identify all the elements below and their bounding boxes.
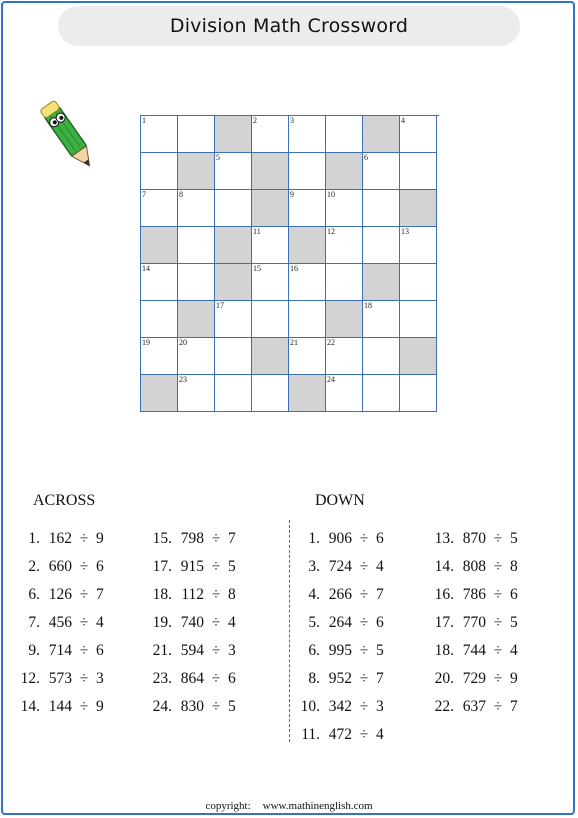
clue-number: 10 — [327, 190, 335, 199]
clue-number: 19 — [142, 338, 150, 347]
answer-cell[interactable] — [215, 338, 252, 375]
answer-cell[interactable] — [326, 190, 363, 227]
footer — [0, 800, 578, 812]
clue-number: 17. — [152, 558, 172, 575]
answer-cell[interactable] — [289, 190, 326, 227]
dividend: 864 — [180, 670, 204, 687]
clue-number: 8. — [308, 670, 320, 687]
divisor: 3 — [376, 698, 384, 715]
dividend: 342 — [328, 698, 352, 715]
answer-cell[interactable] — [289, 301, 326, 338]
dividend: 660 — [48, 558, 72, 575]
divisor: 5 — [228, 558, 236, 575]
answer-cell[interactable] — [326, 116, 363, 153]
answer-cell[interactable] — [252, 116, 289, 153]
shaded-cell — [363, 264, 400, 301]
division-sign: ÷ — [493, 670, 503, 687]
dividend: 808 — [462, 558, 486, 575]
shaded-cell — [326, 153, 363, 190]
division-sign: ÷ — [79, 670, 89, 687]
divisor: 8 — [510, 558, 518, 575]
divisor: 6 — [376, 614, 384, 631]
clue-number: 1 — [142, 116, 146, 125]
clue-number: 18. — [152, 586, 172, 603]
dividend: 594 — [180, 642, 204, 659]
answer-cell[interactable] — [326, 338, 363, 375]
clue-item — [150, 613, 236, 633]
answer-cell[interactable] — [400, 227, 437, 264]
dividend: 456 — [48, 614, 72, 631]
clue-number: 9. — [28, 642, 40, 659]
divisor: 3 — [96, 670, 104, 687]
clue-number: 3 — [290, 116, 294, 125]
clue-item — [298, 725, 384, 745]
clue-number: 6. — [308, 642, 320, 659]
answer-cell[interactable] — [178, 116, 215, 153]
clue-item — [18, 697, 104, 717]
clue-item — [298, 557, 384, 577]
page-title — [58, 6, 520, 46]
dividend: 162 — [48, 530, 72, 547]
clue-number: 7 — [142, 190, 146, 199]
clue-item — [298, 697, 384, 717]
answer-cell[interactable] — [400, 301, 437, 338]
shaded-cell — [326, 301, 363, 338]
clue-number: 4. — [308, 586, 320, 603]
clue-number: 6. — [28, 586, 40, 603]
clue-item — [432, 529, 518, 549]
answer-cell[interactable] — [363, 375, 400, 412]
division-sign: ÷ — [493, 614, 503, 631]
clue-number: 12 — [327, 227, 335, 236]
clue-number: 10. — [300, 698, 320, 715]
shaded-cell — [289, 227, 326, 264]
clue-number: 12. — [20, 670, 40, 687]
clue-number: 1. — [28, 530, 40, 547]
division-sign: ÷ — [211, 614, 221, 631]
division-sign: ÷ — [211, 670, 221, 687]
clue-number: 20 — [179, 338, 187, 347]
dividend: 740 — [180, 614, 204, 631]
answer-cell[interactable] — [178, 190, 215, 227]
clue-number: 3. — [308, 558, 320, 575]
shaded-cell — [215, 227, 252, 264]
divisor: 4 — [228, 614, 236, 631]
dividend: 266 — [328, 586, 352, 603]
answer-cell[interactable] — [326, 375, 363, 412]
clue-number: 22. — [434, 698, 454, 715]
dividend: 729 — [462, 670, 486, 687]
clue-number: 6 — [364, 153, 368, 162]
dividend: 112 — [181, 586, 204, 603]
division-sign: ÷ — [359, 670, 369, 687]
answer-cell[interactable] — [215, 301, 252, 338]
clue-number: 17. — [434, 614, 454, 631]
clue-number: 22 — [327, 338, 335, 347]
divisor: 9 — [96, 530, 104, 547]
answer-cell[interactable] — [141, 301, 178, 338]
clue-number: 16 — [290, 264, 298, 273]
division-sign: ÷ — [359, 698, 369, 715]
clue-item — [150, 585, 236, 605]
division-sign: ÷ — [359, 530, 369, 547]
clue-item — [298, 613, 384, 633]
clue-number: 24 — [327, 375, 335, 384]
divisor: 7 — [376, 670, 384, 687]
clue-item — [18, 585, 104, 605]
dividend: 724 — [328, 558, 352, 575]
divisor: 4 — [376, 558, 384, 575]
dividend: 126 — [48, 586, 72, 603]
answer-cell[interactable] — [289, 338, 326, 375]
shaded-cell — [141, 227, 178, 264]
clue-item — [298, 529, 384, 549]
answer-cell[interactable] — [289, 264, 326, 301]
answer-cell[interactable] — [141, 264, 178, 301]
answer-cell[interactable] — [400, 375, 437, 412]
clue-item — [432, 613, 518, 633]
clue-item — [298, 585, 384, 605]
answer-cell[interactable] — [178, 264, 215, 301]
column-divider — [289, 520, 290, 742]
division-sign: ÷ — [359, 586, 369, 603]
clue-number: 2. — [28, 558, 40, 575]
division-sign: ÷ — [79, 642, 89, 659]
clue-item — [298, 669, 384, 689]
clue-item — [18, 557, 104, 577]
clue-item — [150, 557, 236, 577]
clue-number: 16. — [434, 586, 454, 603]
division-sign: ÷ — [79, 530, 89, 547]
clue-number: 18. — [434, 642, 454, 659]
dividend: 744 — [462, 642, 486, 659]
clue-number: 23 — [179, 375, 187, 384]
clue-number: 17 — [216, 301, 224, 310]
pencil-icon — [40, 96, 100, 180]
shaded-cell — [178, 153, 215, 190]
divisor: 6 — [510, 586, 518, 603]
answer-cell[interactable] — [400, 153, 437, 190]
clue-item — [150, 669, 236, 689]
divisor: 7 — [228, 530, 236, 547]
clue-number: 11 — [253, 227, 261, 236]
divisor: 3 — [228, 642, 236, 659]
answer-cell[interactable] — [252, 375, 289, 412]
shaded-cell — [141, 375, 178, 412]
shaded-cell — [252, 338, 289, 375]
division-sign: ÷ — [493, 586, 503, 603]
division-sign: ÷ — [79, 586, 89, 603]
dividend: 870 — [462, 530, 486, 547]
answer-cell[interactable] — [252, 301, 289, 338]
answer-cell[interactable] — [326, 264, 363, 301]
answer-cell[interactable] — [289, 116, 326, 153]
clue-item — [432, 585, 518, 605]
shaded-cell — [363, 116, 400, 153]
clue-item — [432, 669, 518, 689]
copyright-label: copyright: — [205, 800, 251, 812]
dividend: 264 — [328, 614, 352, 631]
divisor: 5 — [228, 698, 236, 715]
answer-cell[interactable] — [363, 153, 400, 190]
division-sign: ÷ — [359, 614, 369, 631]
answer-cell[interactable] — [141, 338, 178, 375]
dividend: 770 — [462, 614, 486, 631]
crossword-grid — [140, 115, 439, 412]
dividend: 995 — [328, 642, 352, 659]
clue-number: 9 — [290, 190, 294, 199]
dividend: 798 — [180, 530, 204, 547]
clue-number: 13 — [401, 227, 409, 236]
clue-number: 15. — [152, 530, 172, 547]
clue-number: 18 — [364, 301, 372, 310]
divisor: 8 — [228, 586, 236, 603]
answer-cell[interactable] — [252, 264, 289, 301]
dividend: 906 — [328, 530, 352, 547]
clue-number: 14. — [20, 698, 40, 715]
clue-number: 14. — [434, 558, 454, 575]
division-sign: ÷ — [211, 586, 221, 603]
shaded-cell — [215, 264, 252, 301]
clue-item — [298, 641, 384, 661]
divisor: 5 — [510, 530, 518, 547]
dividend: 637 — [462, 698, 486, 715]
answer-cell[interactable] — [289, 153, 326, 190]
copyright-site: www.mathinenglish.com — [262, 800, 373, 812]
division-sign: ÷ — [211, 642, 221, 659]
divisor: 5 — [376, 642, 384, 659]
answer-cell[interactable] — [141, 190, 178, 227]
shaded-cell — [289, 375, 326, 412]
clue-number: 21. — [152, 642, 172, 659]
clue-number: 2 — [253, 116, 257, 125]
divisor: 6 — [228, 670, 236, 687]
answer-cell[interactable] — [363, 301, 400, 338]
dividend: 472 — [328, 726, 352, 743]
division-sign: ÷ — [79, 698, 89, 715]
clue-number: 11. — [301, 726, 320, 743]
clue-item — [432, 557, 518, 577]
clue-item — [432, 641, 518, 661]
dividend: 573 — [48, 670, 72, 687]
clue-item — [18, 641, 104, 661]
clue-number: 23. — [152, 670, 172, 687]
divisor: 9 — [96, 698, 104, 715]
answer-cell[interactable] — [252, 227, 289, 264]
shaded-cell — [400, 338, 437, 375]
answer-cell[interactable] — [363, 338, 400, 375]
clue-item — [18, 529, 104, 549]
divisor: 7 — [510, 698, 518, 715]
dividend: 830 — [180, 698, 204, 715]
division-sign: ÷ — [79, 558, 89, 575]
divisor: 6 — [376, 530, 384, 547]
answer-cell[interactable] — [141, 116, 178, 153]
shaded-cell — [215, 116, 252, 153]
answer-cell[interactable] — [215, 190, 252, 227]
answer-cell[interactable] — [363, 190, 400, 227]
answer-cell[interactable] — [141, 153, 178, 190]
shaded-cell — [252, 153, 289, 190]
clue-number: 14 — [142, 264, 150, 273]
division-sign: ÷ — [493, 558, 503, 575]
dividend: 144 — [48, 698, 72, 715]
answer-cell[interactable] — [178, 338, 215, 375]
division-sign: ÷ — [359, 558, 369, 575]
shaded-cell — [252, 190, 289, 227]
down-heading: DOWN — [315, 492, 365, 509]
divisor: 7 — [96, 586, 104, 603]
answer-cell[interactable] — [363, 227, 400, 264]
across-heading: ACROSS — [33, 492, 96, 509]
divisor: 4 — [376, 726, 384, 743]
clue-number: 24. — [152, 698, 172, 715]
dividend: 915 — [180, 558, 204, 575]
clue-item — [150, 697, 236, 717]
division-sign: ÷ — [493, 530, 503, 547]
clue-number: 15 — [253, 264, 261, 273]
clue-item — [18, 669, 104, 689]
clue-item — [150, 641, 236, 661]
clue-number: 19. — [152, 614, 172, 631]
division-sign: ÷ — [211, 530, 221, 547]
division-sign: ÷ — [211, 558, 221, 575]
dividend: 714 — [48, 642, 72, 659]
divisor: 7 — [376, 586, 384, 603]
title-text: Division Math Crossword — [169, 15, 409, 37]
clue-number: 21 — [290, 338, 298, 347]
answer-cell[interactable] — [215, 375, 252, 412]
divisor: 5 — [510, 614, 518, 631]
clue-item — [432, 697, 518, 717]
division-sign: ÷ — [359, 642, 369, 659]
divisor: 6 — [96, 558, 104, 575]
division-sign: ÷ — [79, 614, 89, 631]
clue-number: 5. — [308, 614, 320, 631]
answer-cell[interactable] — [400, 264, 437, 301]
dividend: 786 — [462, 586, 486, 603]
clue-item — [150, 529, 236, 549]
clue-number: 1. — [308, 530, 320, 547]
clue-number: 20. — [434, 670, 454, 687]
answer-cell[interactable] — [400, 116, 437, 153]
division-sign: ÷ — [211, 698, 221, 715]
answer-cell[interactable] — [326, 227, 363, 264]
divisor: 6 — [96, 642, 104, 659]
division-sign: ÷ — [359, 726, 369, 743]
clue-number: 5 — [216, 153, 220, 162]
division-sign: ÷ — [493, 642, 503, 659]
answer-cell[interactable] — [215, 153, 252, 190]
clue-item — [18, 613, 104, 633]
divisor: 4 — [96, 614, 104, 631]
divisor: 4 — [510, 642, 518, 659]
clue-number: 13. — [434, 530, 454, 547]
division-sign: ÷ — [493, 698, 503, 715]
clue-number: 8 — [179, 190, 183, 199]
shaded-cell — [400, 190, 437, 227]
clue-number: 7. — [28, 614, 40, 631]
answer-cell[interactable] — [178, 375, 215, 412]
dividend: 952 — [328, 670, 352, 687]
shaded-cell — [178, 301, 215, 338]
clue-number: 4 — [401, 116, 405, 125]
answer-cell[interactable] — [178, 227, 215, 264]
divisor: 9 — [510, 670, 518, 687]
